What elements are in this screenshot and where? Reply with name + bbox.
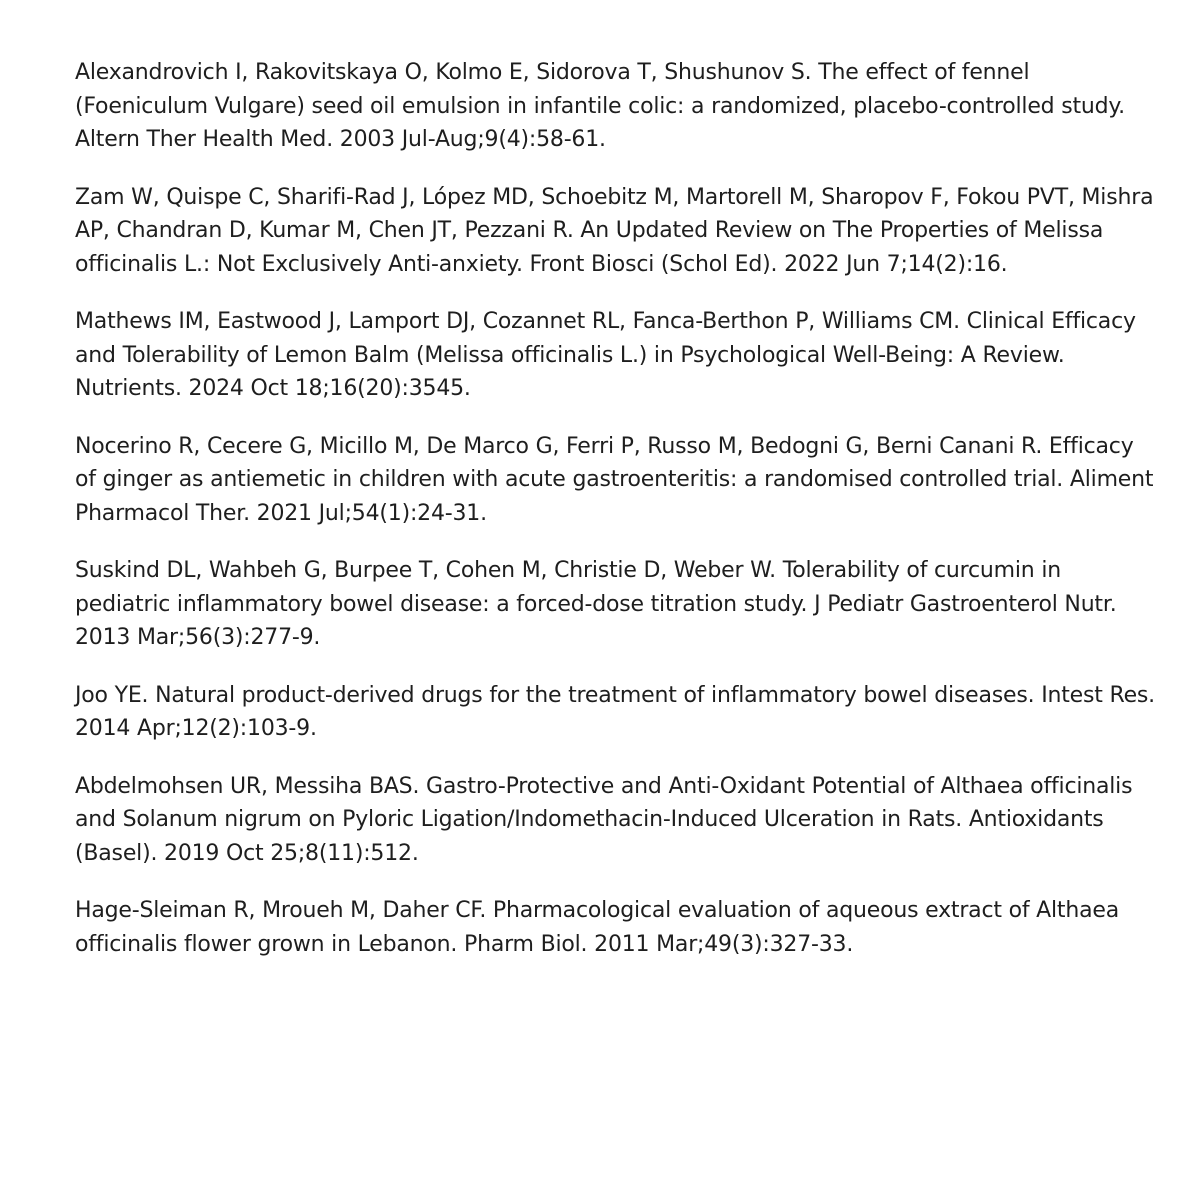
reference-item: Mathews IM, Eastwood J, Lamport DJ, Cozannet RL, Fanca-Berthon P, Williams CM. Clinical Efficacy and Tolerability of Lemon Balm (Melissa officinalis L.) in Psychological Well-Being: A Review. Nutrients. 2024 Oct 18;16(20):3545. — [75, 309, 1136, 401]
reference-item: Hage-Sleiman R, Mroueh M, Daher CF. Pharmacological evaluation of aqueous extract of Althaea officinalis flower grown in Lebanon. Pharm Biol. 2011 Mar;49(3):327-33. — [75, 898, 1120, 957]
reference-list — [75, 56, 1160, 985]
reference-item: Suskind DL, Wahbeh G, Burpee T, Cohen M, Christie D, Weber W. Tolerability of curcumin in pediatric inflammatory bowel disease: a forced-dose titration study. J Pediatr Gastroenterol Nutr. 2013 Mar;56(3):277-9. — [75, 558, 1117, 650]
reference-item: Alexandrovich I, Rakovitskaya O, Kolmo E, Sidorova T, Shushunov S. The effect of fennel (Foeniculum Vulgare) seed oil emulsion in infantile colic: a randomized, placebo-controlled study. Altern Ther Health Med. 2003 Jul-Aug;9(4):58-61. — [75, 60, 1125, 152]
reference-item: Abdelmohsen UR, Messiha BAS. Gastro-Protective and Anti-Oxidant Potential of Althaea officinalis and Solanum nigrum on Pyloric Ligation/Indomethacin-Induced Ulceration in Rats. Antioxidants (Basel). 2019 Oct 25;8(11):512. — [75, 773, 1133, 866]
reference-item: Zam W, Quispe C, Sharifi-Rad J, López MD, Schoebitz M, Martorell M, Sharopov F, Fokou PVT, Mishra AP, Chandran D, Kumar M, Chen JT, Pezzani R. An Updated Review on The Properties of Melissa officinalis L.: Not Exclusively Anti-anxiety. Front Biosci (Schol Ed). 2022 Jun 7;14(2):16. — [75, 184, 1154, 277]
reference-item: Joo YE. Natural product-derived drugs for the treatment of inflammatory bowel diseases. Intest Res. 2014 Apr;12(2):103-9. — [75, 682, 1155, 741]
reference-item: Nocerino R, Cecere G, Micillo M, De Marco G, Ferri P, Russo M, Bedogni G, Berni Canani R. Efficacy of ginger as antiemetic in children with acute gastroenteritis: a randomised controlled trial. Aliment Pharmacol Ther. 2021 Jul;54(1):24-31. — [75, 433, 1154, 526]
